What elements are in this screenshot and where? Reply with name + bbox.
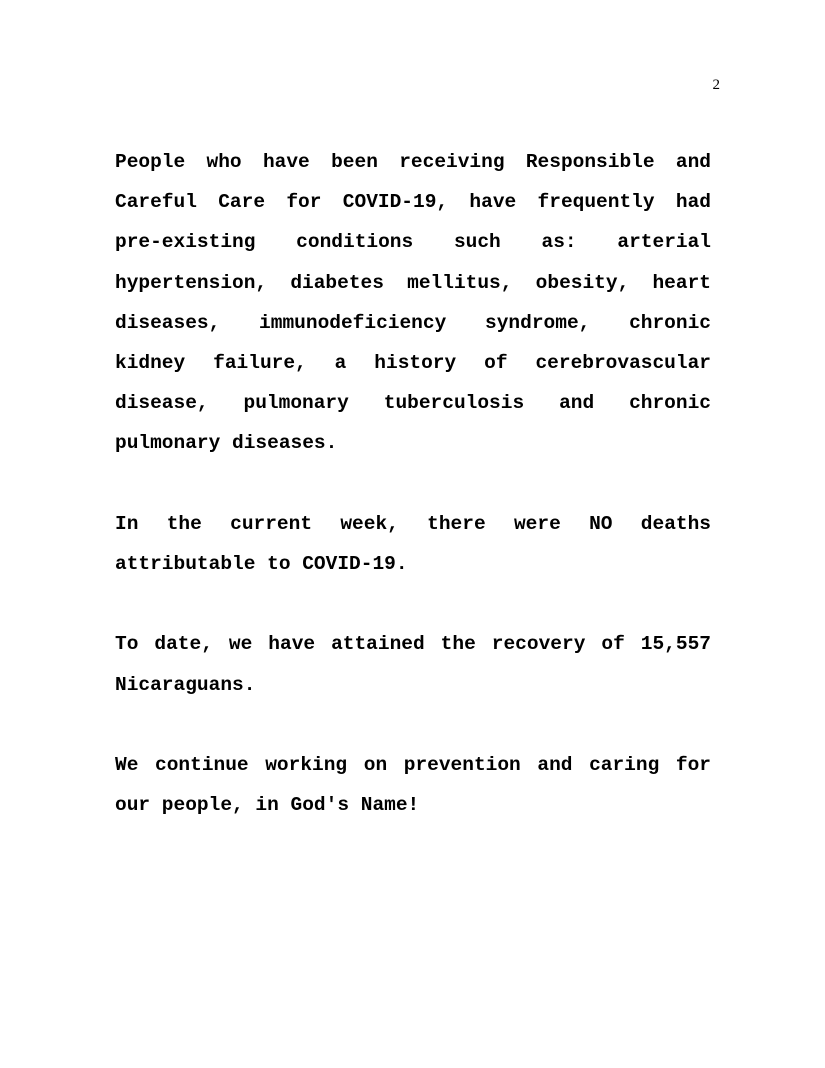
paragraph-weekly-deaths: In the current week, there were NO deaths attributable to COVID-19. <box>115 512 711 576</box>
paragraph-recoveries: To date, we have attained the recovery of 15,557 Nicaraguans. <box>115 633 711 696</box>
paragraph-closing: We continue working on prevention and caring for our people, in God's Name! <box>115 754 711 817</box>
document-body <box>115 142 711 866</box>
page-number: 2 <box>712 77 720 93</box>
paragraph-preexisting-conditions: People who have been receiving Responsible and Careful Care for COVID-19, have frequently had pre-existing conditions such as: arterial hypertension, diabetes mellitus, obesity, heart diseases, immunodeficiency syndrome, chronic kidney failure, a history of cerebrovascular disease, pulmonary tuberculosis and chronic pulmonary diseases. <box>115 151 711 455</box>
